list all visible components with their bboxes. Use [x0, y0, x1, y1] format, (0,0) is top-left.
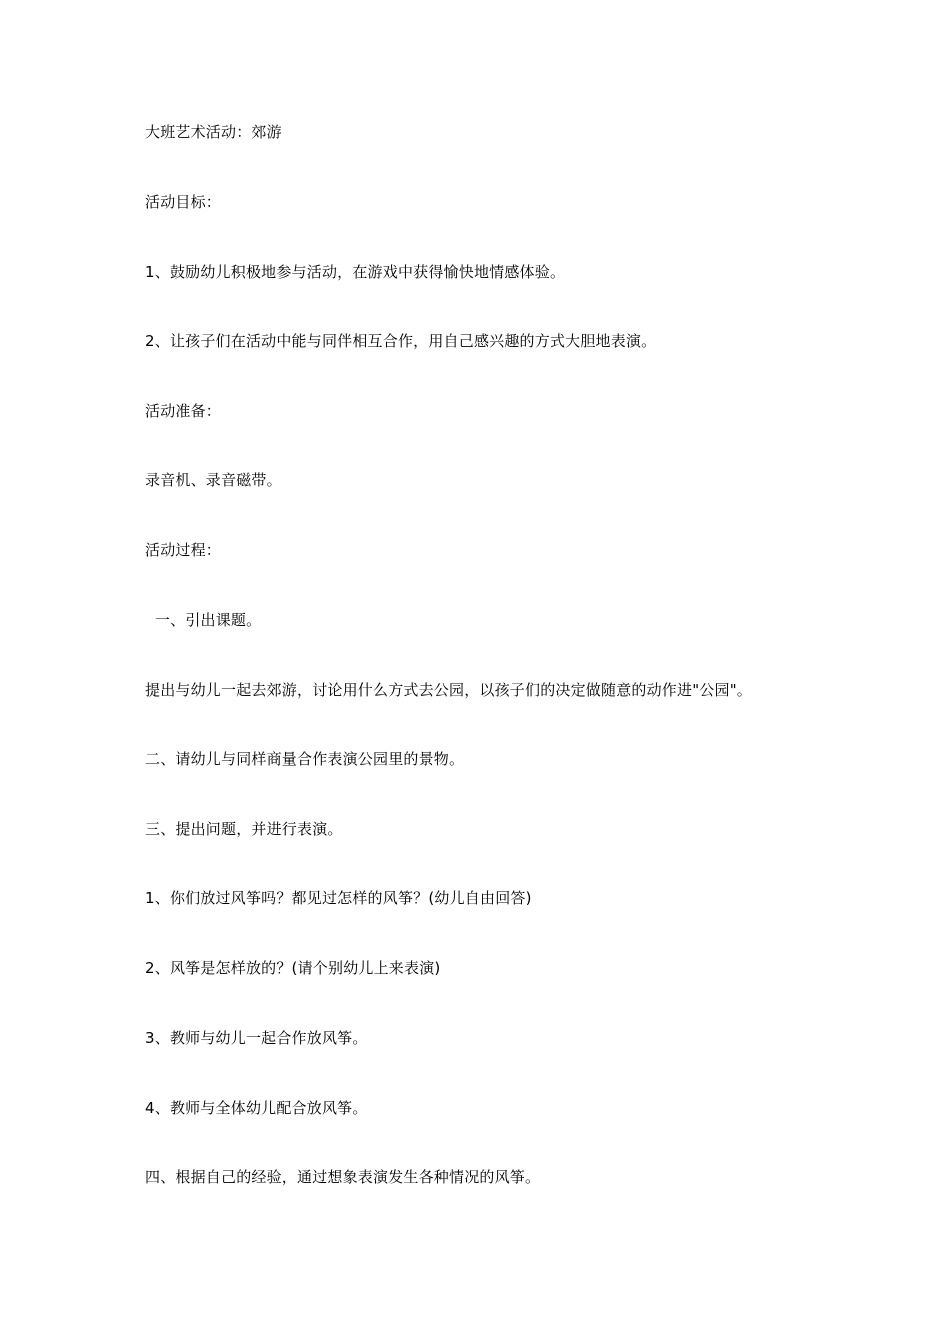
prep-text: 录音机、录音磁带。 — [145, 471, 282, 489]
process-step-2: 二、请幼儿与同样商量合作表演公园里的景物。 — [145, 750, 465, 768]
goal-item-2: 2、让孩子们在活动中能与同伴相互合作，用自己感兴趣的方式大胆地表演。 — [145, 332, 657, 350]
process-step-4: 四、根据自己的经验，通过想象表演发生各种情况的风筝。 — [145, 1168, 541, 1186]
document-title: 大班艺术活动：郊游 — [145, 123, 282, 141]
process-heading: 活动过程： — [145, 541, 222, 559]
process-step-1: 一、引出课题。 — [145, 611, 262, 629]
question-item-4: 4、教师与全体幼儿配合放风筝。 — [145, 1099, 368, 1117]
process-step-1-text: 提出与幼儿一起去郊游，讨论用什么方式去公园，以孩子们的决定做随意的动作进"公园"。 — [145, 681, 753, 699]
goals-heading: 活动目标： — [145, 193, 222, 211]
goal-item-1: 1、鼓励幼儿积极地参与活动，在游戏中获得愉快地情感体验。 — [145, 263, 566, 281]
prep-heading: 活动准备： — [145, 402, 222, 420]
question-item-2: 2、风筝是怎样放的？(请个别幼儿上来表演) — [145, 959, 441, 977]
process-step-3: 三、提出问题，并进行表演。 — [145, 820, 343, 838]
question-item-3: 3、教师与幼儿一起合作放风筝。 — [145, 1029, 368, 1047]
question-item-1: 1、你们放过风筝吗？都见过怎样的风筝？(幼儿自由回答) — [145, 889, 532, 907]
